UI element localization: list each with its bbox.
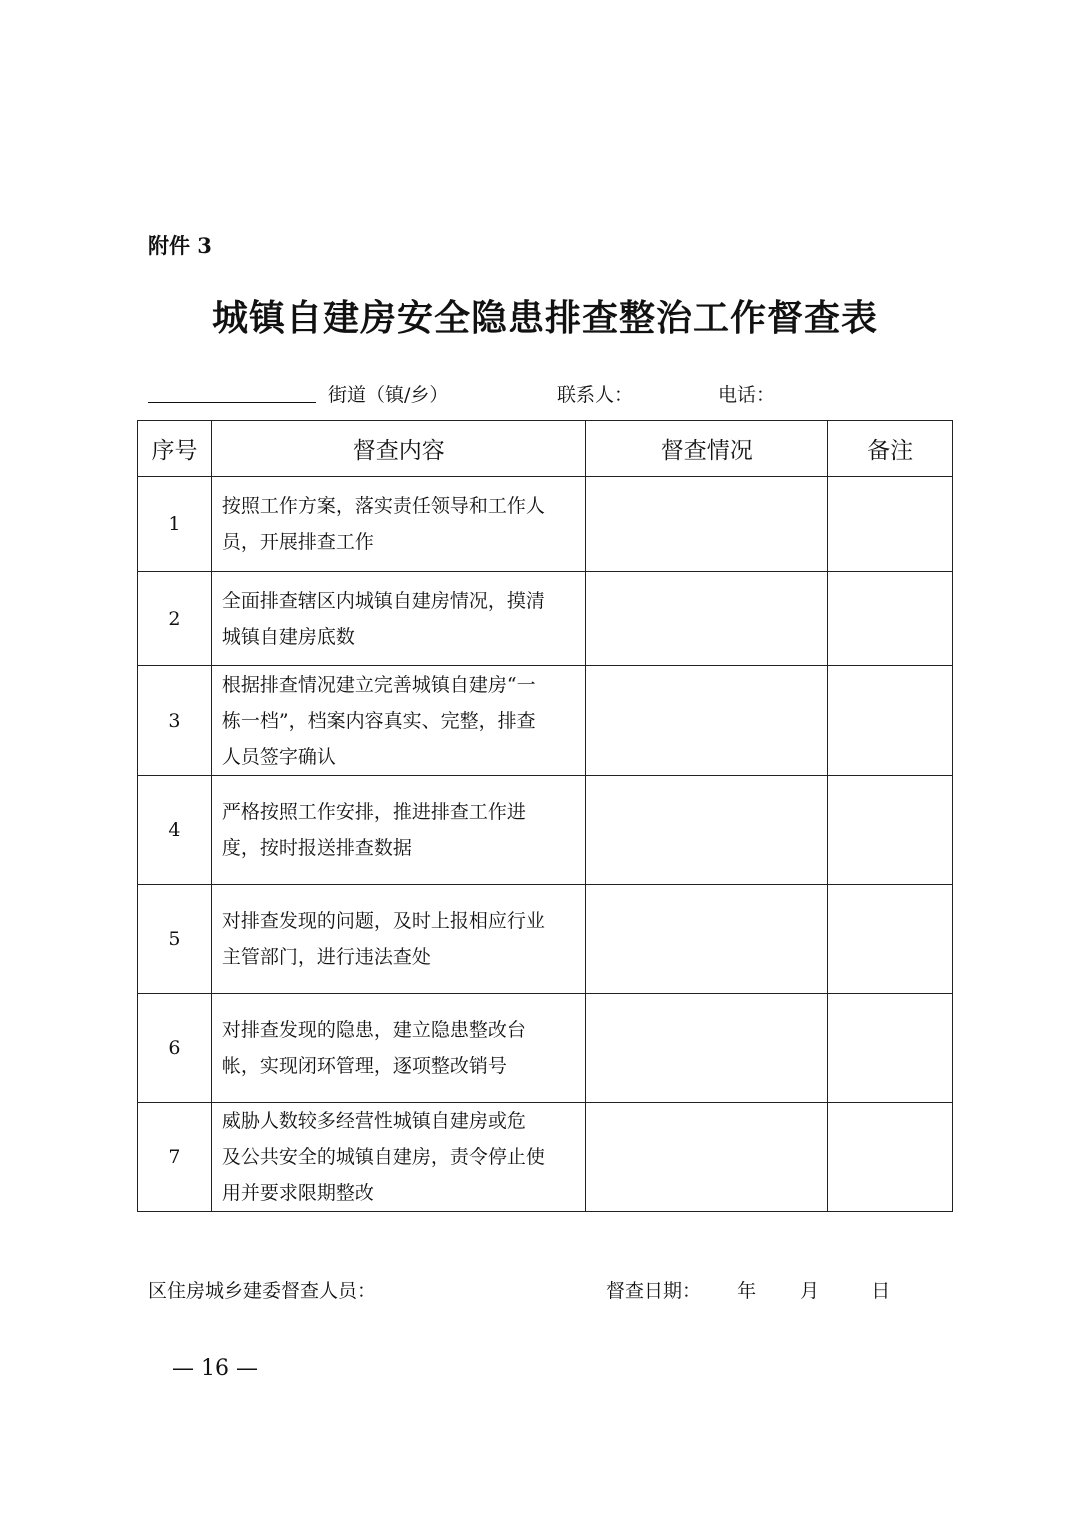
column-header-status: 督查情况 [586, 421, 828, 477]
row-remark [828, 885, 953, 994]
row-remark [828, 1103, 953, 1212]
row-number: 7 [138, 1103, 212, 1212]
row-status [586, 885, 828, 994]
row-remark [828, 666, 953, 776]
row-remark [828, 572, 953, 666]
row-status [586, 572, 828, 666]
contact-label: 联系人： [557, 384, 634, 406]
row-number: 4 [138, 776, 212, 885]
row-remark [828, 994, 953, 1103]
page-number: — 16 — [172, 1356, 258, 1381]
table-row [138, 885, 953, 994]
month-label: 月 [800, 1280, 820, 1302]
inspection-table [137, 420, 953, 1212]
day-label: 日 [871, 1280, 891, 1302]
year-label: 年 [737, 1280, 757, 1302]
inspector-label: 区住房城乡建委督查人员： [148, 1280, 377, 1302]
row-content: 严格按照工作安排，推进排查工作进 度，按时报送排查数据 [211, 776, 586, 885]
row-number: 2 [138, 572, 212, 666]
table-row [138, 776, 953, 885]
row-content: 对排查发现的隐患，建立隐患整改台 帐，实现闭环管理，逐项整改销号 [211, 994, 586, 1103]
row-number: 5 [138, 885, 212, 994]
row-content: 按照工作方案，落实责任领导和工作人 员，开展排查工作 [211, 477, 586, 572]
phone-label: 电话： [718, 384, 776, 406]
table-row [138, 477, 953, 572]
row-remark [828, 776, 953, 885]
street-blank-line [148, 402, 316, 403]
row-number: 6 [138, 994, 212, 1103]
date-label: 督查日期： [606, 1280, 702, 1302]
row-status [586, 666, 828, 776]
row-content: 根据排查情况建立完善城镇自建房“一 栋一档”，档案内容真实、完整，排查 人员签字确认 [211, 666, 586, 776]
street-label: 街道（镇/乡） [328, 384, 449, 406]
table-row [138, 572, 953, 666]
inspection-date [606, 1276, 890, 1303]
row-remark [828, 477, 953, 572]
column-header-no: 序号 [138, 421, 212, 477]
table-header-row [138, 421, 953, 477]
row-content: 全面排查辖区内城镇自建房情况，摸清 城镇自建房底数 [211, 572, 586, 666]
row-number: 1 [138, 477, 212, 572]
column-header-content: 督查内容 [211, 421, 586, 477]
table-row [138, 1103, 953, 1212]
row-status [586, 1103, 828, 1212]
column-header-remark: 备注 [828, 421, 953, 477]
row-status [586, 776, 828, 885]
table-row [138, 666, 953, 776]
table-row [138, 994, 953, 1103]
row-status [586, 477, 828, 572]
row-number: 3 [138, 666, 212, 776]
row-content: 威胁人数较多经营性城镇自建房或危 及公共安全的城镇自建房，责令停止使 用并要求限期整改 [211, 1103, 586, 1212]
row-content: 对排查发现的问题，及时上报相应行业 主管部门，进行违法查处 [211, 885, 586, 994]
row-status [586, 994, 828, 1103]
document-title: 城镇自建房安全隐患排查整治工作督查表 [211, 297, 878, 339]
attachment-label: 附件 3 [148, 233, 212, 258]
